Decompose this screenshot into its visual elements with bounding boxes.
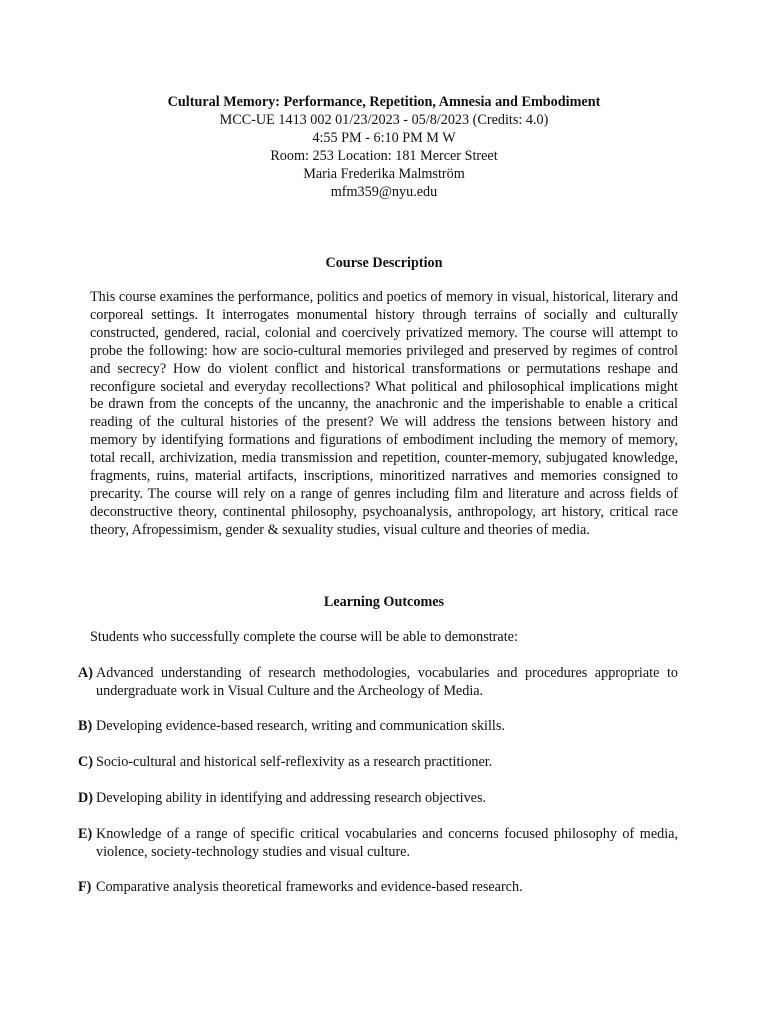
outcome-text: Developing ability in identifying and addressing research objectives. [96,790,487,806]
outcome-letter: D) [78,790,93,806]
outcome-letter: A) [78,665,93,681]
outcome-text: Developing evidence-based research, writing and communication skills. [96,718,505,734]
outcome-item-c [78,754,678,772]
outcome-item-a [78,665,678,701]
outcome-text: Socio-cultural and historical self-reflexivity as a research practitioner. [96,754,493,770]
instructor-name: Maria Frederika Malmström [303,165,465,182]
outcome-text: Knowledge of a range of specific critical vocabularies and concerns focused philosophy of media, violence, society-technology studies and visual culture. [96,826,678,860]
outcome-item-e [78,826,678,862]
course-title: Cultural Memory: Performance, Repetition, Amnesia and Embodiment [167,94,601,110]
outcome-letter: C) [78,754,93,770]
outcome-item-d [78,790,678,808]
course-time: 4:55 PM - 6:10 PM M W [312,129,456,146]
outcome-letter: B) [78,718,93,734]
learning-outcomes-heading: Learning Outcomes [323,594,445,610]
instructor-email: mfm359@nyu.edu [330,183,438,200]
outcome-letter: E) [78,826,93,842]
outcome-letter: F) [78,879,92,895]
outcome-item-b [78,718,678,736]
outcome-text: Advanced understanding of research methodologies, vocabularies and procedures appropriate to undergraduate work in Visual Culture and the Archeology of Media. [96,665,678,699]
course-room: Room: 253 Location: 181 Mercer Street [270,147,498,164]
outcome-text: Comparative analysis theoretical frameworks and evidence-based research. [96,879,523,895]
course-description-heading: Course Description [325,255,443,271]
course-header [0,94,768,201]
course-description-body: This course examines the performance, politics and poetics of memory in visual, historical, literary and corporeal settings. It interrogates monumental history through terrains of socially and culturally constructed, gendered, racial, colonial and coercively privatized memory. The course will attempt to probe the following: how are socio-cultural memories privileged and preserved by regimes of control and secrecy? How do violent conflict and historical transformations or permutations reshape and reconfigure societal and everyday recollections? What political and philosophical implications might be drawn from the concepts of the uncanny, the anachronic and the imperishable to enable a critical reading of the cultural histories of the present? We will address the tensions between history and memory by identifying formations and figurations of embodiment including the memory of memory, total recall, archivization, media transmission and repetition, counter-memory, subjugated knowledge, fragments, ruins, material artifacts, inscriptions, minoritized narratives and memories consigned to precarity. The course will rely on a range of genres including film and literature and across fields of deconstructive theory, continental philosophy, psychoanalysis, anthropology, art history, critical race theory, Afropessimism, gender & sexuality studies, visual culture and theories of media. [90,289,678,538]
course-code-dates: MCC-UE 1413 002 01/23/2023 - 05/8/2023 (Credits: 4.0) [219,111,549,128]
outcome-item-f [78,879,678,897]
learning-outcomes-intro: Students who successfully complete the course will be able to demonstrate: [90,629,518,645]
